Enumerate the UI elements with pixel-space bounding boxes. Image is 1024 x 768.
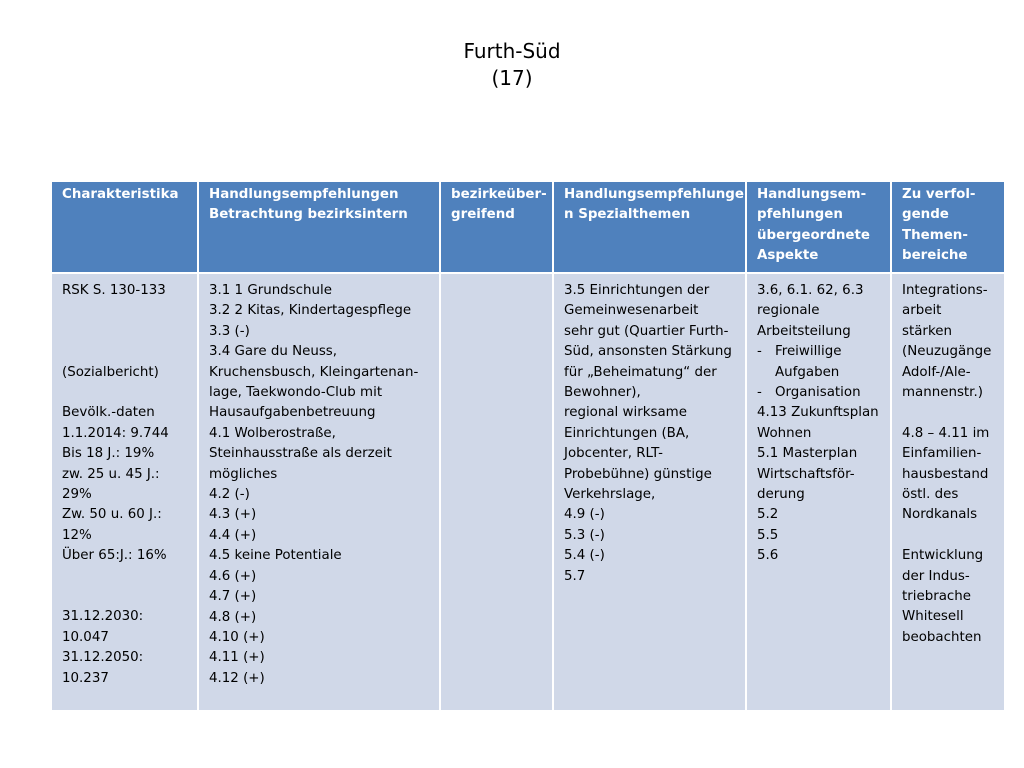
cell-text-line: östl. des (902, 487, 959, 503)
cell-text-line: 10.237 (62, 670, 109, 686)
recommendations-table (50, 180, 1006, 712)
cell-text-line: 10.047 (62, 629, 109, 645)
cell-text-line: Gemeinwesenarbeit (564, 303, 699, 319)
blank-line (62, 383, 187, 403)
cell-text-line: übergeordnete (757, 227, 870, 243)
cell-bezirksuebergreifend (440, 273, 553, 711)
cell-text-line: Entwicklung (902, 548, 984, 564)
cell-text-line: Nordkanals (902, 507, 978, 523)
blank-line (902, 526, 994, 546)
cell-text-line: mannenstr.) (902, 385, 983, 401)
blank-line (62, 301, 187, 321)
cell-text-line: Wohnen (757, 425, 812, 441)
cell-text-line: Zw. 50 u. 60 J.: (62, 507, 162, 523)
cell-text-line: Jobcenter, RLT- (564, 446, 663, 462)
cell-text-line: 12% (62, 527, 92, 543)
cell-text-line: 1.1.2014: 9.744 (62, 425, 169, 441)
cell-text-line: Wirtschaftsför- (757, 466, 855, 482)
header-uebergeordnete-aspekte (746, 181, 891, 273)
cell-text-line: sehr gut (Quartier Furth- (564, 323, 729, 339)
cell-text-line: regionale (757, 303, 820, 319)
cell-text-line: 3.5 Einrichtungen der (564, 283, 710, 298)
cell-text-line: 5.6 (757, 548, 779, 564)
cell-text-line: Über 65:J.: 16% (62, 548, 167, 564)
cell-text-line: 3.2 2 Kitas, Kindertagespflege (209, 303, 412, 319)
cell-text-line: 4.3 (+) (209, 507, 257, 523)
header-handlungsempfehlungen-bezirksintern (198, 181, 440, 273)
cell-themenbereiche (891, 273, 1005, 711)
cell-charakteristika (51, 273, 198, 711)
cell-text-line: n Spezialthemen (564, 207, 691, 223)
cell-text-line: 29% (62, 487, 92, 502)
cell-text-line: Hausaufgabenbetreuung (209, 405, 376, 421)
cell-text-line: 4.1 Wolberostraße, (209, 425, 336, 441)
cell-text-line: greifend (451, 207, 515, 223)
cell-text-line: Verkehrslage, (564, 487, 656, 503)
cell-uebergeordnete-aspekte (746, 273, 891, 711)
cell-text-line: Charakteristika (62, 187, 179, 202)
cell-text-line: 4.7 (+) (209, 589, 257, 605)
cell-text-line: Süd, ansonsten Stärkung (564, 344, 732, 360)
cell-text-line: beobachten (902, 629, 982, 645)
cell-text-line: 4.5 keine Potentiale (209, 548, 342, 564)
cell-text-line: stärken (902, 323, 952, 339)
cell-text-line: Zu verfol- (902, 187, 976, 202)
cell-text-line: Arbeitsteilung (757, 323, 851, 339)
cell-text-line: 31.12.2050: (62, 650, 144, 666)
bullet-text: Aufgaben (775, 364, 840, 380)
cell-text-line: Handlungsempfehlunge (564, 187, 744, 202)
blank-line (902, 403, 994, 423)
cell-text-line: zw. 25 u. 45 J.: (62, 466, 160, 482)
cell-text-line: bereiche (902, 248, 968, 264)
cell-text-line: 5.3 (-) (564, 527, 605, 543)
bullet-marker: - (757, 344, 762, 360)
header-themenbereiche (891, 181, 1005, 273)
cell-text-line: Adolf-/Ale- (902, 364, 971, 380)
cell-text-line: 5.2 (757, 507, 779, 523)
cell-text-line: hausbestand (902, 466, 989, 482)
cell-text-line: der Indus- (902, 568, 970, 584)
cell-text-line: lage, Taekwondo-Club mit (209, 385, 383, 401)
cell-text-line: Bewohner), (564, 385, 641, 401)
cell-text-line: Integrations- (902, 283, 988, 298)
cell-text-line: Themen- (902, 227, 968, 243)
cell-text-line: 4.4 (+) (209, 527, 257, 543)
cell-text-line: 5.4 (-) (564, 548, 605, 564)
cell-text-line: Steinhausstraße als derzeit (209, 446, 392, 462)
cell-text-line: für „Beheimatung“ der (564, 364, 717, 380)
cell-text-line: Kruchensbusch, Kleingartenan- (209, 364, 419, 380)
cell-text-line: (Neuzugänge (902, 344, 992, 360)
bullet-item-line (757, 383, 880, 403)
blank-line (62, 322, 187, 342)
header-spezialthemen (553, 181, 746, 273)
cell-text-line: 4.8 (+) (209, 609, 257, 625)
cell-text-line: 4.6 (+) (209, 568, 257, 584)
table-row (51, 273, 1005, 711)
blank-line (62, 587, 187, 607)
cell-text-line: 3.6, 6.1. 62, 6.3 (757, 283, 864, 298)
blank-line (62, 342, 187, 362)
cell-text-line: 5.1 Masterplan (757, 446, 858, 462)
bullet-marker: - (757, 385, 762, 401)
cell-text-line: 5.7 (564, 568, 586, 584)
blank-line (62, 567, 187, 587)
cell-text-line: Einrichtungen (BA, (564, 425, 690, 441)
cell-text-line: arbeit (902, 303, 942, 319)
cell-spezialthemen (553, 273, 746, 711)
cell-text-line: 3.3 (-) (209, 323, 250, 339)
cell-text-line: RSK S. 130-133 (62, 283, 166, 298)
cell-text-line: 4.13 Zukunftsplan (757, 405, 879, 421)
cell-text-line: derung (757, 487, 805, 503)
cell-text-line: Handlungsem- (757, 187, 867, 202)
cell-text-line: mögliches (209, 466, 278, 482)
cell-text-line: bezirkeüber- (451, 187, 547, 202)
cell-text-line: 4.8 – 4.11 im (902, 425, 990, 441)
bullet-item-line (757, 363, 880, 383)
bullet-item-line (757, 342, 880, 362)
title-line-1: Furth-Süd (463, 39, 561, 63)
cell-text-line: Betrachtung bezirksintern (209, 207, 408, 223)
header-row (51, 181, 1005, 273)
cell-text-line: gende (902, 207, 949, 223)
cell-text-line: 4.2 (-) (209, 487, 250, 503)
bullet-text: Freiwillige (775, 344, 842, 360)
cell-text-line: 3.4 Gare du Neuss, (209, 344, 338, 360)
cell-text-line: 31.12.2030: (62, 609, 144, 625)
cell-text-line: Bevölk.-daten (62, 405, 155, 421)
cell-text-line: Aspekte (757, 248, 819, 264)
cell-text-line: pfehlungen (757, 207, 843, 223)
header-bezirksuebergreifend (440, 181, 553, 273)
cell-text-line: 4.12 (+) (209, 670, 265, 686)
cell-text-line: regional wirksame (564, 405, 687, 421)
cell-text-line: 4.11 (+) (209, 650, 265, 666)
cell-text-line: 5.5 (757, 527, 779, 543)
bullet-text: Organisation (775, 385, 861, 401)
cell-text-line: Probebühne) günstige (564, 466, 712, 482)
cell-text-line: Bis 18 J.: 19% (62, 446, 155, 462)
cell-bezirksintern (198, 273, 440, 711)
slide-title (0, 38, 1024, 92)
cell-text-line: (Sozialbericht) (62, 364, 159, 380)
cell-text-line: triebrache (902, 589, 972, 605)
cell-text-line: 3.1 1 Grundschule (209, 283, 332, 298)
cell-text-line: 4.10 (+) (209, 629, 265, 645)
cell-text-line: Handlungsempfehlungen (209, 187, 399, 202)
title-line-2: (17) (491, 66, 533, 90)
cell-text-line: Whitesell (902, 609, 964, 625)
header-charakteristika (51, 181, 198, 273)
cell-text-line: Einfamilien- (902, 446, 982, 462)
cell-text-line: 4.9 (-) (564, 507, 605, 523)
